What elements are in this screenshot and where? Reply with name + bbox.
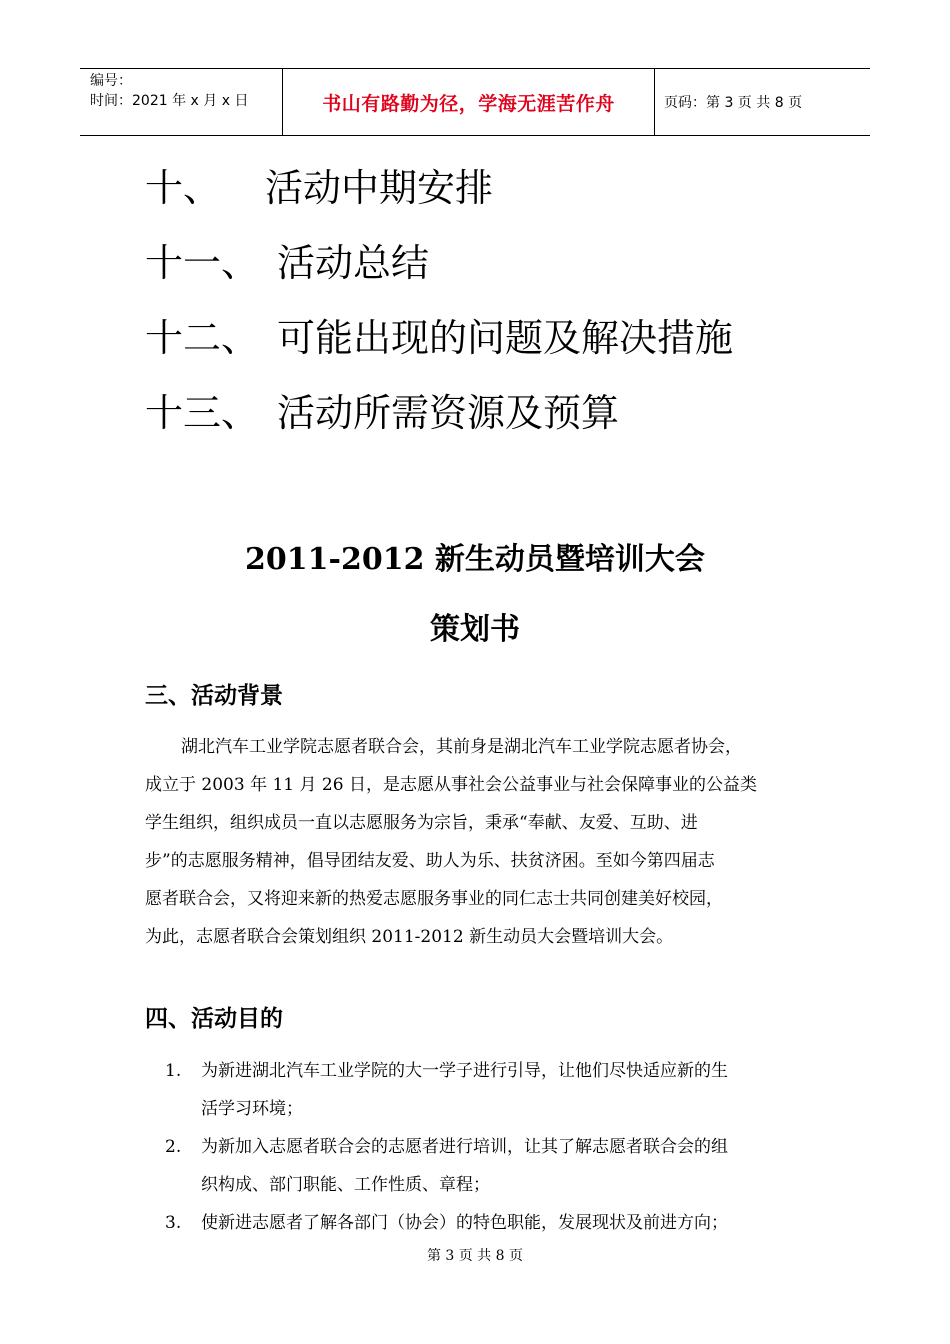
list-item-line: 使新进志愿者了解各部门（协会）的特色职能，发展现状及前进方向； bbox=[201, 1213, 728, 1233]
outline-text: 活动总结 bbox=[277, 241, 430, 285]
document-subtitle: 策划书 bbox=[430, 612, 520, 647]
outline-number: 十、 bbox=[145, 166, 222, 210]
outline-item bbox=[145, 383, 733, 458]
list-item-line: 为新加入志愿者联合会的志愿者进行培训，让其了解志愿者联合会的组 bbox=[201, 1137, 728, 1157]
outline-item bbox=[145, 158, 733, 233]
outline-item bbox=[145, 308, 733, 383]
paragraph-line: 学生组织，组织成员一直以志愿服务为宗旨，秉承“奉献、友爱、互助、进 bbox=[145, 813, 698, 833]
list-item-line: 为新进湖北汽车工业学院的大一学子进行引导，让他们尽快适应新的生 bbox=[201, 1061, 728, 1081]
outline-item bbox=[145, 233, 733, 308]
outline-list bbox=[145, 158, 733, 458]
outline-text: 活动所需资源及预算 bbox=[277, 391, 620, 435]
list-item bbox=[165, 1204, 815, 1242]
outline-number: 十一、 bbox=[145, 241, 260, 285]
page-header bbox=[80, 68, 870, 136]
list-item-text bbox=[201, 1128, 728, 1204]
section-heading-background: 三、活动背景 bbox=[145, 683, 283, 709]
outline-number: 十二、 bbox=[145, 316, 260, 360]
outline-number: 十三、 bbox=[145, 391, 260, 435]
list-item-text bbox=[201, 1052, 728, 1128]
list-item-number: 3. bbox=[165, 1213, 182, 1233]
section-heading-purpose: 四、活动目的 bbox=[145, 1006, 283, 1032]
paragraph-line: 湖北汽车工业学院志愿者联合会，其前身是湖北汽车工业学院志愿者协会， bbox=[181, 737, 742, 757]
header-meta bbox=[80, 69, 282, 135]
paragraph-line: 愿者联合会，又将迎来新的热爱志愿服务事业的同仁志士共同创建美好校园， bbox=[145, 889, 723, 909]
list-item-number: 1. bbox=[165, 1061, 182, 1081]
header-page-cell bbox=[655, 69, 870, 135]
list-item-text bbox=[201, 1204, 728, 1242]
page-footer: 第 3 页 共 8 页 bbox=[426, 1248, 524, 1264]
outline-text: 活动中期安排 bbox=[265, 166, 494, 210]
list-item bbox=[165, 1052, 815, 1128]
header-page-code: 页码：第 3 页 共 8 页 bbox=[664, 95, 803, 111]
list-item-line: 活学习环境； bbox=[201, 1099, 303, 1119]
background-paragraph bbox=[145, 728, 815, 956]
list-item bbox=[165, 1128, 815, 1204]
paragraph-line: 为此，志愿者联合会策划组织 2011-2012 新生动员大会暨培训大会。 bbox=[145, 927, 674, 947]
purpose-list bbox=[165, 1052, 815, 1242]
outline-text: 可能出现的问题及解决措施 bbox=[277, 316, 734, 360]
document-title: 2011-2012 新生动员暨培训大会 bbox=[245, 542, 705, 577]
paragraph-line: 步”的志愿服务精神，倡导团结友爱、助人为乐、扶贫济困。至如今第四届志 bbox=[145, 851, 715, 871]
header-motto: 书山有路勤为径，学海无涯苦作舟 bbox=[322, 92, 615, 115]
header-date: 时间：2021 年 x 月 x 日 bbox=[90, 93, 249, 109]
header-serial-label: 编号： bbox=[90, 73, 132, 89]
list-item-line: 织构成、部门职能、工作性质、章程； bbox=[201, 1175, 490, 1195]
paragraph-line: 成立于 2003 年 11 月 26 日，是志愿从事社会公益事业与社会保障事业的公益类 bbox=[145, 775, 757, 795]
list-item-number: 2. bbox=[165, 1137, 182, 1157]
header-motto-cell bbox=[282, 69, 655, 135]
